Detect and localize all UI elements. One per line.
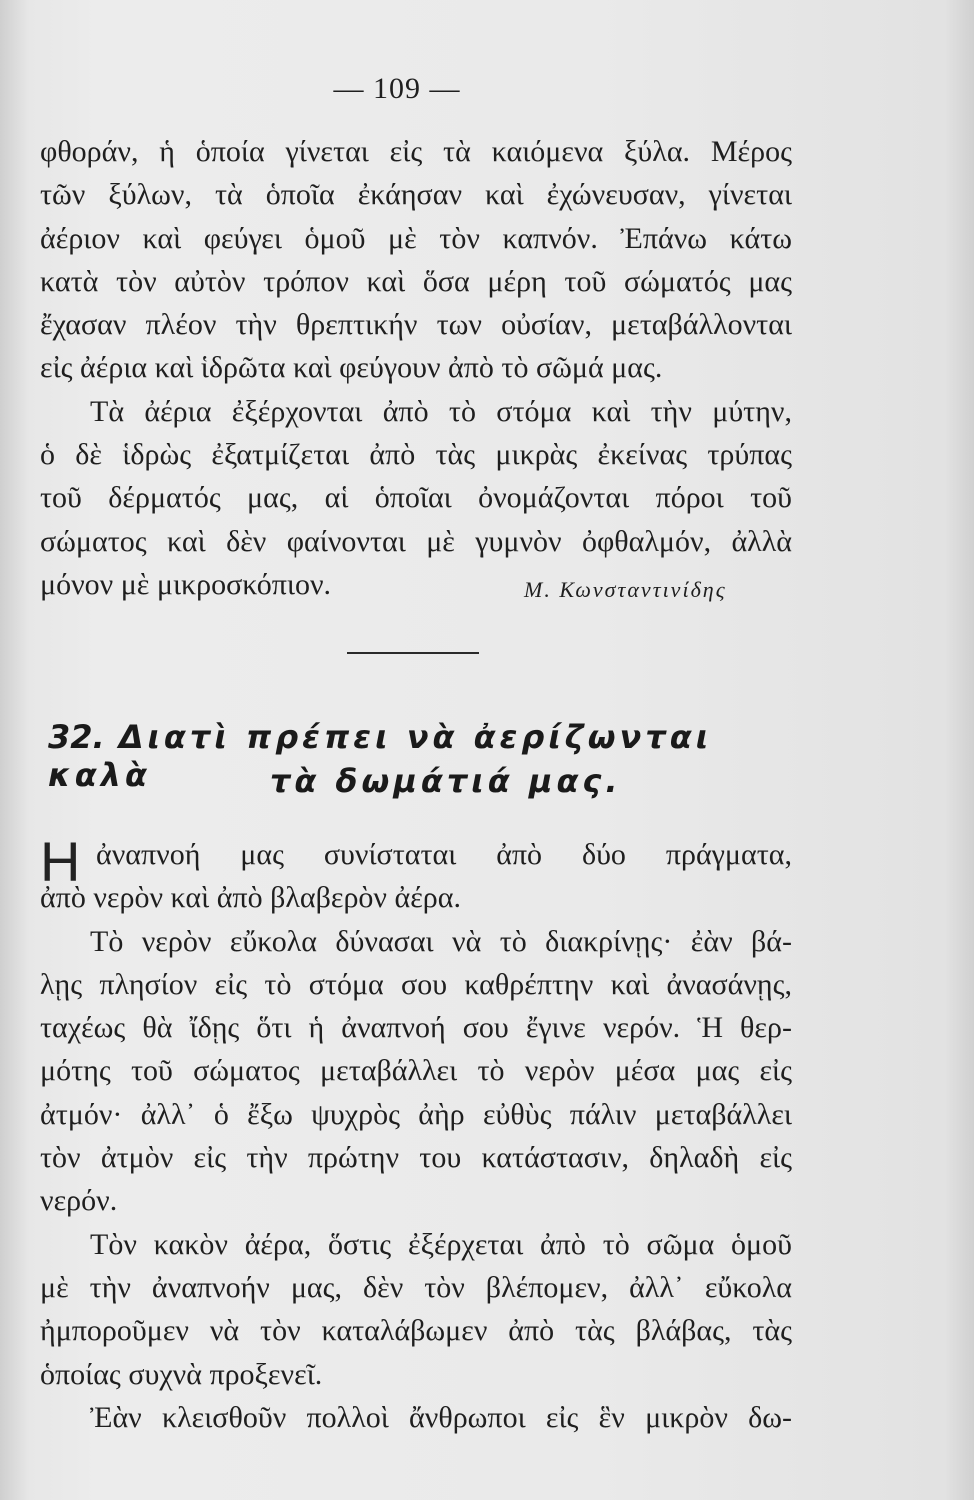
author-signature: Μ. Κωνσταντινίδης (524, 577, 727, 602)
section-divider (347, 652, 479, 654)
text-line: μότης τοῦ σώματος μεταβάλλει τὸ νερὸν μέσα μας εἰς (40, 1054, 792, 1088)
text-line: ταχέως θὰ ἴδῃς ὅτι ἡ ἀναπνοή σου ἔγινε νερόν. Ἡ θερ- (40, 1011, 792, 1045)
text-line: Τὸ νερὸν εὔκολα δύνασαι νὰ τὸ διακρίνῃς· ἐὰν βά- (90, 924, 792, 958)
text-line: νερόν. (40, 1184, 118, 1218)
text-line: φθοράν, ἡ ὁποία γίνεται εἰς τὰ καιόμενα ξύλα. Μέρος (40, 135, 792, 168)
section-1-text (40, 130, 792, 606)
section-title-line-1: Διατὶ πρέπει νὰ ἀερίζωνται καλὰ (48, 718, 713, 794)
text-line: ἀπὸ νερὸν καὶ ἀπὸ βλαβερὸν ἀέρα. (40, 881, 461, 915)
text-line: ἀναπνοή μας συνίσταται ἀπὸ δύο πράγματα, (96, 838, 792, 871)
text-line: Τὸν κακὸν ἀέρα, ὅστις ἐξέρχεται ἀπὸ τὸ σῶμα ὁμοῦ (90, 1227, 792, 1261)
section-title-line-2: τὰ δωμάτιά μας. (270, 762, 622, 800)
section-2-text (40, 830, 792, 1439)
text-line: ἀτμόν· ἀλλ᾿ ὁ ἔξω ψυχρὸς ἀὴρ εὐθὺς πάλιν μεταβάλλει (40, 1097, 792, 1131)
text-line: τῶν ξύλων, τὰ ὁποῖα ἐκάησαν καὶ ἐχώνευσαν, γίνεται (40, 178, 792, 212)
text-line: κατὰ τὸν αὐτὸν τρόπον καὶ ὅσα μέρη τοῦ σώματός μας (40, 264, 792, 298)
text-line: λῃς πλησίον εἰς τὸ στόμα σου καθρέπτην καὶ ἀνασάνῃς, (40, 967, 792, 1001)
text-line: ὁποίας συχνὰ προξενεῖ. (40, 1357, 323, 1391)
text-line: ἠμποροῦμεν νὰ τὸν καταλάβωμεν ἀπὸ τὰς βλάβας, τὰς (40, 1314, 792, 1348)
text-line: σώματος καὶ δὲν φαίνονται μὲ γυμνὸν ὀφθαλμόν, ἀλλὰ (40, 524, 792, 558)
text-line: τοῦ δέρματός μας, αἱ ὁποῖαι ὀνομάζονται πόροι τοῦ (40, 481, 792, 515)
text-line: μὲ τὴν ἀναπνοήν μας, δὲν τὸν βλέπομεν, ἀλλ᾿ εὔκολα (40, 1270, 792, 1304)
text-line: Ἐὰν κλεισθοῦν πολλοὶ ἄνθρωποι εἰς ἓν μικρὸν δω- (90, 1400, 792, 1434)
text-line: ἀέριον καὶ φεύγει ὁμοῦ μὲ τὸν καπνόν. Ἐπάνω κάτω (40, 221, 792, 255)
text-line: Τὰ ἀέρια ἐξέρχονται ἀπὸ τὸ στόμα καὶ τὴν μύτην, (90, 394, 792, 428)
text-line: μόνον μὲ μικροσκόπιον. (40, 567, 332, 601)
page-number: — 109 — (333, 72, 461, 105)
drop-cap: Η (40, 830, 81, 893)
text-line: τὸν ἀτμὸν εἰς τὴν πρώτην του κατάστασιν, δηλαδὴ εἰς (40, 1141, 792, 1175)
text-line: ὁ δὲ ἱδρὼς ἐξατμίζεται ἀπὸ τὰς μικρὰς ἐκείνας τρύπας (40, 438, 792, 472)
section-number: 32. (48, 718, 105, 756)
text-line: εἰς ἀέρια καὶ ἱδρῶτα καὶ φεύγουν ἀπὸ τὸ σῶμά μας. (40, 351, 663, 385)
text-line: ἔχασαν πλέον τὴν θρεπτικήν των οὐσίαν, μεταβάλλονται (40, 308, 792, 342)
